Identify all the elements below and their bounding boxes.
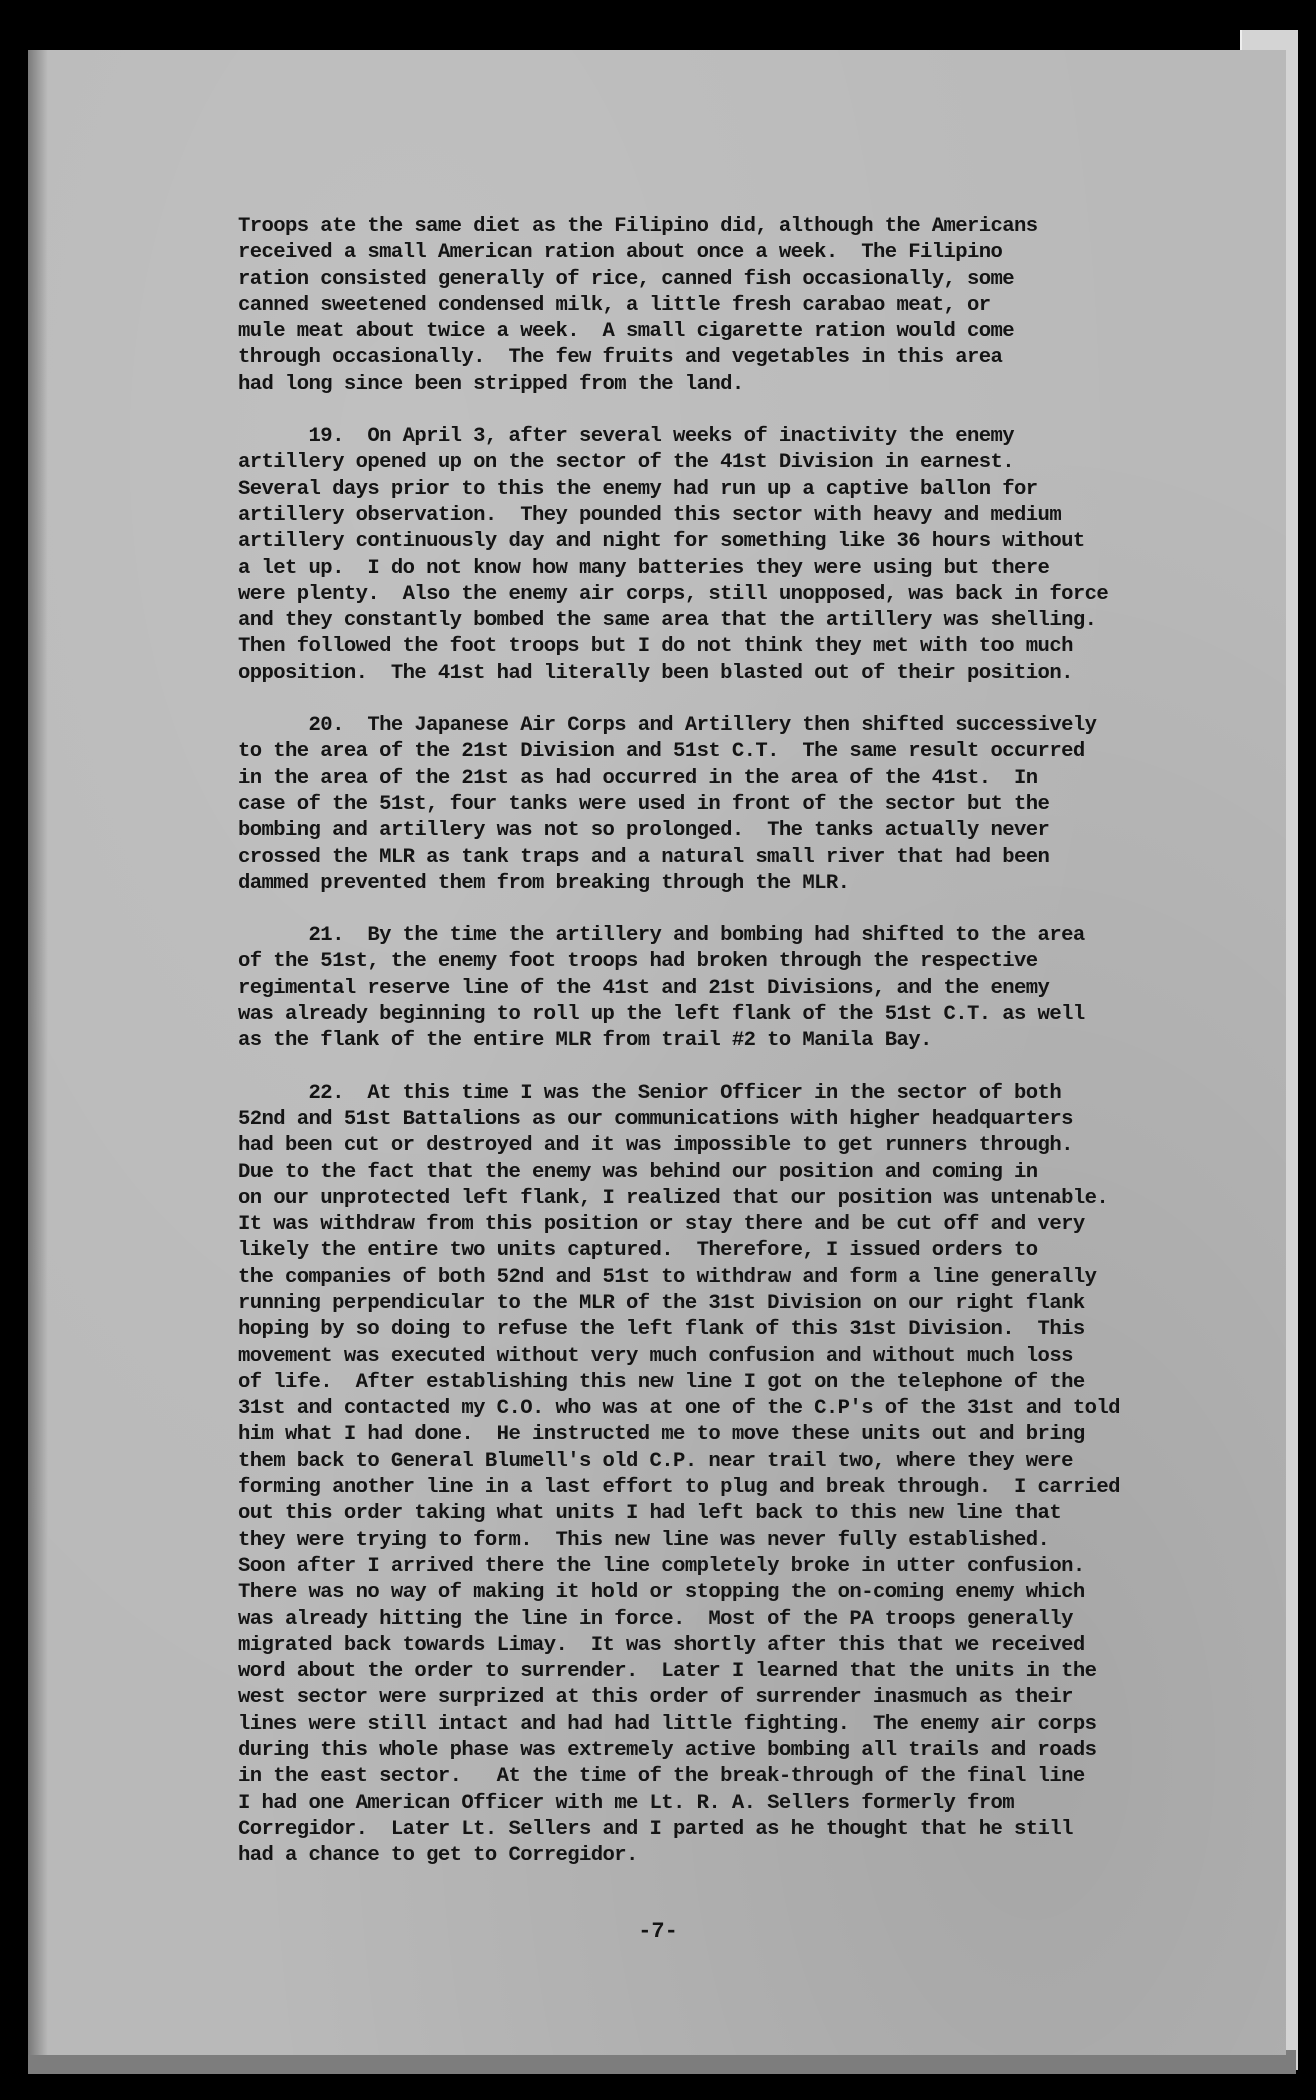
text-line: to the area of the 21st Division and 51st C.T. The same result occurred [238,740,1085,764]
text-line: Soon after I arrived there the line completely broke in utter confusion. [238,1554,1085,1578]
page-number: -7- [638,1919,678,1944]
text-line: likely the entire two units captured. Therefore, I issued orders to [238,1239,1038,1263]
text-line: out this order taking what units I had left back to this new line that [238,1502,1062,1526]
paragraph-20 [238,713,1238,897]
text-line: artillery continuously day and night for something like 36 hours without [238,530,1085,554]
text-line: Troops ate the same diet as the Filipino did, although the Americans [238,215,1038,238]
text-line: 19. On April 3, after several weeks of inactivity the enemy [238,425,1015,449]
text-line: canned sweetened condensed milk, a little fresh carabao meat, or [238,293,991,317]
text-line: artillery observation. They pounded this sector with heavy and medium [238,503,1062,527]
text-line: had been cut or destroyed and it was impossible to get runners through. [238,1134,1073,1158]
text-line: a let up. I do not know how many batteries they were using but there [238,556,1050,580]
text-line: hoping by so doing to refuse the left flank of this 31st Division. This [238,1318,1085,1342]
text-line: 31st and contacted my C.O. who was at one of the C.P's of the 31st and told [238,1397,1120,1421]
text-line: had a chance to get to Corregidor. [238,1844,638,1868]
text-line: as the flank of the entire MLR from trail #2 to Manila Bay. [238,1029,932,1053]
text-line: ration consisted generally of rice, canned fish occasionally, some [238,267,1015,291]
paragraph-22 [238,1081,1238,1870]
text-line: bombing and artillery was not so prolonged. The tanks actually never [238,819,1050,843]
text-line: It was withdraw from this position or stay there and be cut off and very [238,1213,1085,1237]
text-line: was already hitting the line in force. Most of the PA troops generally [238,1607,1073,1631]
text-line: of life. After establishing this new line I got on the telephone of the [238,1370,1085,1394]
text-line: case of the 51st, four tanks were used in front of the sector but the [238,792,1050,816]
text-line: Then followed the foot troops but I do not think they met with too much [238,635,1073,659]
paragraph-continued [238,214,1238,398]
text-line: running perpendicular to the MLR of the 31st Division on our right flank [238,1291,1085,1315]
text-line: Several days prior to this the enemy had run up a captive ballon for [238,477,1038,501]
text-line: were plenty. Also the enemy air corps, still unopposed, was back in force [238,582,1109,606]
text-line: movement was executed without very much confusion and without much loss [238,1344,1073,1368]
text-line: him what I had done. He instructed me to move these units out and bring [238,1423,1085,1447]
text-line: lines were still intact and had had little fighting. The enemy air corps [238,1712,1097,1736]
text-line: crossed the MLR as tank traps and a natural small river that had been [238,845,1050,869]
text-line: west sector were surprized at this order of surrender inasmuch as their [238,1686,1073,1710]
text-line: regimental reserve line of the 41st and 21st Divisions, and the enemy [238,976,1050,1000]
text-line: I had one American Officer with me Lt. R. A. Sellers formerly from [238,1791,1015,1815]
text-line: There was no way of making it hold or stopping the on-coming enemy which [238,1581,1085,1605]
text-line: and they constantly bombed the same area that the artillery was shelling. [238,609,1097,633]
paragraph-19 [238,424,1238,687]
text-line: was already beginning to roll up the left flank of the 51st C.T. as well [238,1003,1085,1027]
text-line: 21. By the time the artillery and bombing had shifted to the area [238,924,1085,948]
text-line: mule meat about twice a week. A small cigarette ration would come [238,320,1015,344]
text-line: the companies of both 52nd and 51st to withdraw and form a line generally [238,1265,1097,1289]
page-shadow [28,50,48,2055]
text-line: of the 51st, the enemy foot troops had broken through the respective [238,950,1038,974]
text-line: in the east sector. At the time of the break-through of the final line [238,1765,1085,1789]
text-line: had long since been stripped from the land. [238,372,744,396]
text-line: during this whole phase was extremely active bombing all trails and roads [238,1739,1097,1763]
text-line: Corregidor. Later Lt. Sellers and I parted as he thought that he still [238,1817,1073,1841]
text-line: on our unprotected left flank, I realized that our position was untenable. [238,1186,1109,1210]
paragraph-21 [238,923,1238,1054]
text-line: them back to General Blumell's old C.P. near trail two, where they were [238,1449,1073,1473]
text-line: in the area of the 21st as had occurred in the area of the 41st. In [238,766,1038,790]
text-line: forming another line in a last effort to plug and break through. I carried [238,1476,1120,1500]
text-line: 52nd and 51st Battalions as our communications with higher headquarters [238,1107,1073,1131]
text-line: artillery opened up on the sector of the 41st Division in earnest. [238,451,1015,475]
text-line: through occasionally. The few fruits and vegetables in this area [238,346,1003,370]
text-line: word about the order to surrender. Later I learned that the units in the [238,1660,1097,1684]
document-body [238,214,1238,1870]
text-line: migrated back towards Limay. It was shortly after this that we received [238,1633,1085,1657]
text-line: 20. The Japanese Air Corps and Artillery then shifted successively [238,714,1097,738]
text-line: dammed prevented them from breaking through the MLR. [238,871,850,895]
text-line: Due to the fact that the enemy was behind our position and coming in [238,1160,1038,1184]
text-line: they were trying to form. This new line was never fully established. [238,1528,1050,1552]
text-line: 22. At this time I was the Senior Officer in the sector of both [238,1081,1062,1105]
text-line: received a small American ration about once a week. The Filipino [238,241,1003,265]
text-line: opposition. The 41st had literally been blasted out of their position. [238,661,1073,685]
